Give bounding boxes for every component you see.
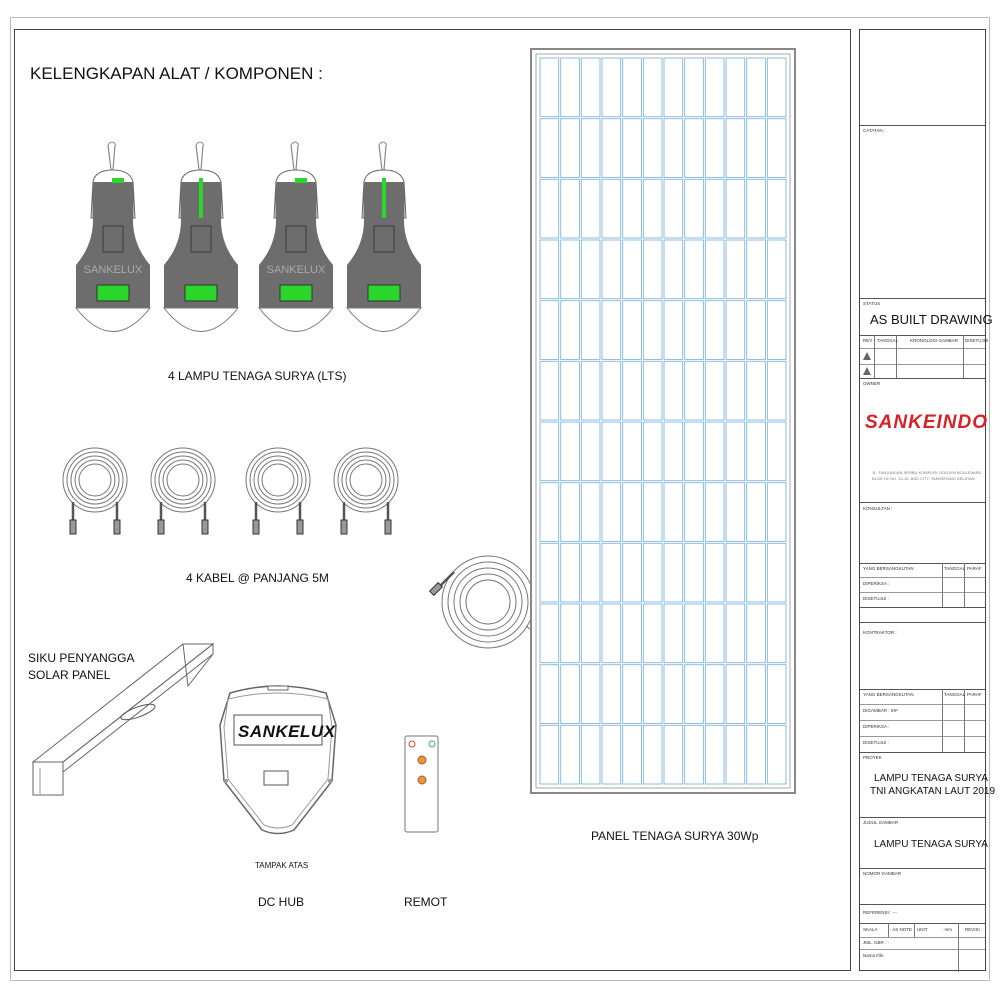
revisi-label: REVISI xyxy=(965,927,980,932)
panel-cell xyxy=(747,58,766,117)
panel-cell xyxy=(561,483,580,542)
remote-illustration xyxy=(404,735,440,835)
panel-cell xyxy=(540,119,559,178)
panel-cell xyxy=(643,179,662,238)
panel-cell xyxy=(726,240,745,299)
panel-cell xyxy=(643,361,662,420)
panel-cell xyxy=(726,665,745,724)
hub-sub-caption: TAMPAK ATAS xyxy=(255,861,309,870)
panel-cell xyxy=(643,119,662,178)
panel-cell xyxy=(705,361,724,420)
panel-cell xyxy=(747,604,766,663)
panel-cell xyxy=(767,179,786,238)
bracket-caption-line2: SOLAR PANEL xyxy=(28,668,111,682)
referensi-row: REFERENSI : --- xyxy=(863,910,898,915)
lamp-brand-1: SANKELUX xyxy=(83,264,143,276)
panel-cell xyxy=(581,725,600,784)
owner-address-1: JL. TANJUNGAN SERBU KOMPLEK GOLDEN BOULEVARD xyxy=(872,470,982,475)
panel-cell xyxy=(623,604,642,663)
unit-label: UNIT xyxy=(917,927,928,932)
panel-cell xyxy=(602,725,621,784)
solar-panel-illustration xyxy=(530,48,798,796)
panel-cell xyxy=(705,422,724,481)
panel-cell xyxy=(685,301,704,360)
panel-cell xyxy=(602,301,621,360)
panel-cell xyxy=(747,240,766,299)
panel-cell xyxy=(581,665,600,724)
panel-cell xyxy=(623,179,642,238)
panel-cell xyxy=(561,665,580,724)
panel-cell xyxy=(623,361,642,420)
panel-cell xyxy=(540,483,559,542)
panel-cell xyxy=(767,422,786,481)
panel-cell xyxy=(705,483,724,542)
panel-cell xyxy=(747,179,766,238)
lamps-caption: 4 LAMPU TENAGA SURYA (LTS) xyxy=(168,369,347,383)
judul-value: LAMPU TENAGA SURYA xyxy=(874,839,988,850)
panel-cell xyxy=(664,58,683,117)
panel-cell xyxy=(581,604,600,663)
panel-cell xyxy=(643,58,662,117)
panel-cell xyxy=(726,361,745,420)
disetujui-header: DISETUJUI xyxy=(965,338,989,343)
panel-cell xyxy=(747,301,766,360)
panel-cell xyxy=(540,543,559,602)
owner-logo: SANKEINDO xyxy=(865,412,989,433)
skala-label: SKALA xyxy=(863,927,878,932)
panel-cell xyxy=(726,301,745,360)
panel-cell xyxy=(602,119,621,178)
panel-cell xyxy=(561,725,580,784)
panel-cell xyxy=(767,483,786,542)
panel-cell xyxy=(623,58,642,117)
panel-cell xyxy=(747,483,766,542)
panel-cell xyxy=(767,301,786,360)
panel-cable-illustration xyxy=(426,540,536,660)
panel-cell xyxy=(685,604,704,663)
panel-cell xyxy=(581,119,600,178)
panel-cell xyxy=(767,665,786,724)
panel-cell xyxy=(767,240,786,299)
panel-cell xyxy=(561,543,580,602)
nama-file-row: Nama File xyxy=(863,953,884,958)
sign2-paraf: PARAF xyxy=(967,692,982,697)
panel-cell xyxy=(767,543,786,602)
page-heading: KELENGKAPAN ALAT / KOMPONEN : xyxy=(30,64,323,83)
panel-cell xyxy=(561,179,580,238)
panel-cell xyxy=(685,361,704,420)
panel-cell xyxy=(540,604,559,663)
sign1-disetujui: DISETUJUI : xyxy=(863,596,889,601)
panel-cell xyxy=(767,725,786,784)
panel-cell xyxy=(664,361,683,420)
jml-row: JML. GBR : - xyxy=(863,940,890,945)
panel-cell xyxy=(664,422,683,481)
status-label: STATUS xyxy=(863,301,881,306)
owner-address-2: BLOK H2 NO. 10-16, BSD CITY, TANGERANG SELATAN xyxy=(872,476,975,481)
panel-cell xyxy=(581,240,600,299)
panel-cell xyxy=(664,483,683,542)
panel-cell xyxy=(623,240,642,299)
owner-label: OWNER xyxy=(863,381,881,386)
panel-cell xyxy=(602,543,621,602)
konsultan-label: KONSULTAN : xyxy=(863,506,893,511)
dc-hub-illustration xyxy=(218,685,338,840)
panel-cell xyxy=(581,483,600,542)
sign1-tanggal: TANGGAL xyxy=(944,566,966,571)
rev-header: REV xyxy=(863,338,873,343)
panel-cell xyxy=(643,301,662,360)
panel-cell xyxy=(623,665,642,724)
panel-cell xyxy=(664,301,683,360)
panel-cell xyxy=(726,725,745,784)
panel-cell xyxy=(623,483,642,542)
panel-cell xyxy=(767,361,786,420)
panel-cell xyxy=(685,58,704,117)
panel-cell xyxy=(602,361,621,420)
cables-caption: 4 KABEL @ PANJANG 5M xyxy=(186,571,329,585)
panel-cell xyxy=(767,604,786,663)
panel-cell xyxy=(705,665,724,724)
panel-cell xyxy=(643,543,662,602)
solar-lamps-illustration xyxy=(60,140,430,345)
panel-cell xyxy=(664,665,683,724)
panel-cell xyxy=(540,665,559,724)
panel-cell xyxy=(705,119,724,178)
panel-cell xyxy=(540,422,559,481)
panel-cell xyxy=(561,119,580,178)
panel-cell xyxy=(602,179,621,238)
panel-cell xyxy=(643,240,662,299)
panel-cell xyxy=(581,361,600,420)
panel-cell xyxy=(540,725,559,784)
panel-cell xyxy=(602,604,621,663)
sign1-diperiksa: DIPERIKSA : xyxy=(863,581,890,586)
catatan-label: CATATAN : xyxy=(863,128,886,133)
panel-caption: PANEL TENAGA SURYA 30Wp xyxy=(591,829,759,843)
panel-cell xyxy=(623,725,642,784)
sign2-diperiksa: DIPERIKSA : xyxy=(863,724,890,729)
panel-cell xyxy=(540,361,559,420)
panel-cell xyxy=(561,58,580,117)
panel-cell xyxy=(581,58,600,117)
panel-cell xyxy=(705,301,724,360)
panel-cell xyxy=(705,58,724,117)
skala-value: : AS NOTE xyxy=(890,927,913,932)
cables-illustration xyxy=(60,440,420,540)
panel-cell xyxy=(685,483,704,542)
hub-brand: SANKELUX xyxy=(238,722,336,741)
panel-cell xyxy=(726,422,745,481)
panel-cell xyxy=(685,543,704,602)
panel-cell xyxy=(643,604,662,663)
revision-triangle-icon xyxy=(863,352,871,360)
panel-cell xyxy=(726,179,745,238)
panel-cell xyxy=(767,119,786,178)
panel-cell xyxy=(685,119,704,178)
panel-cell xyxy=(561,604,580,663)
kontraktor-label: KONTRAKTOR : xyxy=(863,630,897,635)
panel-cell xyxy=(561,361,580,420)
bracket-illustration xyxy=(28,640,218,810)
panel-cell xyxy=(643,665,662,724)
panel-cell xyxy=(705,240,724,299)
panel-cell xyxy=(685,240,704,299)
panel-cell xyxy=(747,119,766,178)
panel-cell xyxy=(602,240,621,299)
tanggal-header: TANGGAL xyxy=(877,338,899,343)
panel-cell xyxy=(705,604,724,663)
panel-cell xyxy=(602,665,621,724)
panel-cell xyxy=(602,422,621,481)
panel-cell xyxy=(664,543,683,602)
panel-cell xyxy=(602,58,621,117)
lamp-brand-3: SANKELUX xyxy=(266,264,326,276)
proyek-line1: LAMPU TENAGA SURYA xyxy=(874,773,988,784)
panel-cell xyxy=(726,604,745,663)
panel-cell xyxy=(685,665,704,724)
panel-cell xyxy=(581,422,600,481)
panel-cell xyxy=(726,483,745,542)
panel-cell xyxy=(602,483,621,542)
sign2-tanggal: TANGGAL xyxy=(944,692,966,697)
kronologi-header: KRONOLOGI GAMBAR xyxy=(910,338,959,343)
sign2-digambar: DIGAMBAR : IHF xyxy=(863,708,899,713)
panel-cell xyxy=(581,301,600,360)
panel-cell xyxy=(767,58,786,117)
remote-caption: REMOT xyxy=(404,895,448,909)
panel-cell xyxy=(747,422,766,481)
panel-cell xyxy=(664,725,683,784)
panel-cell xyxy=(643,483,662,542)
panel-cell xyxy=(561,240,580,299)
panel-cell xyxy=(726,119,745,178)
panel-cell xyxy=(747,725,766,784)
panel-cell xyxy=(623,543,642,602)
unit-value: : mm xyxy=(942,927,952,932)
panel-cell xyxy=(540,58,559,117)
panel-cell xyxy=(664,240,683,299)
panel-cell xyxy=(747,665,766,724)
panel-cell xyxy=(540,240,559,299)
panel-cell xyxy=(643,725,662,784)
panel-cell xyxy=(561,301,580,360)
hub-caption: DC HUB xyxy=(258,895,305,909)
panel-cell xyxy=(643,422,662,481)
panel-cell xyxy=(540,179,559,238)
panel-cell xyxy=(623,119,642,178)
panel-cell xyxy=(685,422,704,481)
nomor-label: NOMOR GAMBAR xyxy=(863,871,902,876)
panel-cell xyxy=(726,58,745,117)
panel-cell xyxy=(581,543,600,602)
panel-cell xyxy=(685,725,704,784)
status-value: AS BUILT DRAWING xyxy=(870,312,993,327)
panel-cell xyxy=(705,543,724,602)
panel-cell xyxy=(705,179,724,238)
proyek-label: PROYEK xyxy=(863,755,882,760)
panel-cell xyxy=(664,119,683,178)
panel-cell xyxy=(623,301,642,360)
title-block xyxy=(859,29,996,971)
panel-cell xyxy=(705,725,724,784)
panel-cell xyxy=(747,543,766,602)
panel-cell xyxy=(726,543,745,602)
bracket-caption-line1: SIKU PENYANGGA xyxy=(28,651,135,665)
panel-cell xyxy=(664,604,683,663)
revision-triangle-icon xyxy=(863,367,871,375)
sign2-yang: YANG BERSANGKUTAN xyxy=(863,692,914,697)
judul-label: JUDUL GAMBAR xyxy=(863,820,899,825)
panel-cell xyxy=(581,179,600,238)
panel-cell xyxy=(747,361,766,420)
sign1-yang: YANG BERSANGKUTAN xyxy=(863,566,914,571)
proyek-line2: TNI ANGKATAN LAUT 2019 xyxy=(870,786,996,797)
panel-cell xyxy=(664,179,683,238)
panel-cell xyxy=(540,301,559,360)
sign1-paraf: PARAF xyxy=(967,566,982,571)
panel-cell xyxy=(623,422,642,481)
panel-cell xyxy=(561,422,580,481)
panel-cell xyxy=(685,179,704,238)
sign2-disetujui: DISETUJUI : xyxy=(863,740,889,745)
